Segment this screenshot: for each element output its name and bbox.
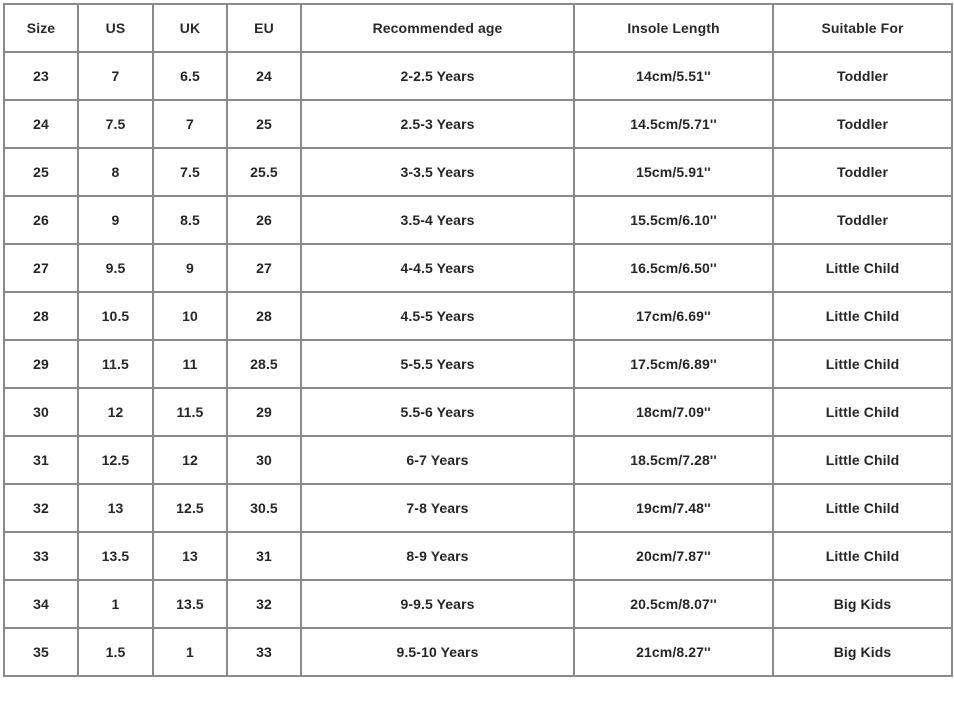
cell-insole-length: 16.5cm/6.50'': [574, 244, 773, 292]
cell-uk: 8.5: [153, 196, 227, 244]
cell-recommended-age: 6-7 Years: [301, 436, 574, 484]
cell-recommended-age: 5.5-6 Years: [301, 388, 574, 436]
cell-eu: 24: [227, 52, 301, 100]
cell-uk: 7: [153, 100, 227, 148]
cell-insole-length: 14cm/5.51'': [574, 52, 773, 100]
cell-eu: 30.5: [227, 484, 301, 532]
table-row: [4, 100, 952, 148]
table-row: [4, 196, 952, 244]
cell-size: 23: [4, 52, 78, 100]
cell-uk: 13.5: [153, 580, 227, 628]
cell-suitable-for: Little Child: [773, 436, 952, 484]
cell-suitable-for: Little Child: [773, 484, 952, 532]
table-row: [4, 148, 952, 196]
cell-us: 7.5: [78, 100, 153, 148]
cell-recommended-age: 9-9.5 Years: [301, 580, 574, 628]
cell-insole-length: 14.5cm/5.71'': [574, 100, 773, 148]
cell-eu: 29: [227, 388, 301, 436]
table-row: [4, 244, 952, 292]
cell-size: 28: [4, 292, 78, 340]
cell-suitable-for: Little Child: [773, 244, 952, 292]
cell-insole-length: 18.5cm/7.28'': [574, 436, 773, 484]
cell-us: 8: [78, 148, 153, 196]
cell-suitable-for: Little Child: [773, 340, 952, 388]
column-header-size: Size: [4, 4, 78, 52]
header-row: [4, 4, 952, 52]
cell-suitable-for: Toddler: [773, 196, 952, 244]
cell-size: 24: [4, 100, 78, 148]
cell-recommended-age: 3.5-4 Years: [301, 196, 574, 244]
cell-insole-length: 21cm/8.27'': [574, 628, 773, 676]
cell-us: 10.5: [78, 292, 153, 340]
cell-us: 9.5: [78, 244, 153, 292]
cell-suitable-for: Big Kids: [773, 580, 952, 628]
cell-size: 25: [4, 148, 78, 196]
cell-suitable-for: Little Child: [773, 388, 952, 436]
cell-recommended-age: 2-2.5 Years: [301, 52, 574, 100]
cell-us: 1.5: [78, 628, 153, 676]
cell-recommended-age: 2.5-3 Years: [301, 100, 574, 148]
cell-suitable-for: Toddler: [773, 148, 952, 196]
cell-uk: 12: [153, 436, 227, 484]
cell-size: 34: [4, 580, 78, 628]
cell-eu: 28: [227, 292, 301, 340]
column-header-insole-length: Insole Length: [574, 4, 773, 52]
cell-suitable-for: Big Kids: [773, 628, 952, 676]
cell-recommended-age: 7-8 Years: [301, 484, 574, 532]
cell-eu: 28.5: [227, 340, 301, 388]
cell-us: 11.5: [78, 340, 153, 388]
cell-insole-length: 17cm/6.69'': [574, 292, 773, 340]
cell-suitable-for: Little Child: [773, 292, 952, 340]
cell-eu: 30: [227, 436, 301, 484]
cell-recommended-age: 5-5.5 Years: [301, 340, 574, 388]
cell-recommended-age: 3-3.5 Years: [301, 148, 574, 196]
table-row: [4, 628, 952, 676]
cell-recommended-age: 9.5-10 Years: [301, 628, 574, 676]
table-row: [4, 436, 952, 484]
cell-uk: 13: [153, 532, 227, 580]
cell-insole-length: 17.5cm/6.89'': [574, 340, 773, 388]
size-chart-table: [3, 3, 953, 677]
table-row: [4, 484, 952, 532]
column-header-us: US: [78, 4, 153, 52]
cell-us: 1: [78, 580, 153, 628]
cell-uk: 10: [153, 292, 227, 340]
table-header: [4, 4, 952, 52]
cell-eu: 26: [227, 196, 301, 244]
cell-size: 32: [4, 484, 78, 532]
cell-uk: 11: [153, 340, 227, 388]
cell-insole-length: 20.5cm/8.07'': [574, 580, 773, 628]
cell-insole-length: 18cm/7.09'': [574, 388, 773, 436]
table-row: [4, 580, 952, 628]
table-row: [4, 532, 952, 580]
cell-size: 35: [4, 628, 78, 676]
column-header-uk: UK: [153, 4, 227, 52]
cell-suitable-for: Little Child: [773, 532, 952, 580]
cell-insole-length: 20cm/7.87'': [574, 532, 773, 580]
cell-us: 12: [78, 388, 153, 436]
cell-recommended-age: 4.5-5 Years: [301, 292, 574, 340]
cell-uk: 1: [153, 628, 227, 676]
cell-eu: 27: [227, 244, 301, 292]
cell-insole-length: 15cm/5.91'': [574, 148, 773, 196]
cell-us: 12.5: [78, 436, 153, 484]
table-body: [4, 52, 952, 676]
cell-uk: 6.5: [153, 52, 227, 100]
cell-eu: 32: [227, 580, 301, 628]
table-row: [4, 292, 952, 340]
column-header-eu: EU: [227, 4, 301, 52]
column-header-suitable-for: Suitable For: [773, 4, 952, 52]
column-header-recommended-age: Recommended age: [301, 4, 574, 52]
cell-size: 26: [4, 196, 78, 244]
cell-us: 13: [78, 484, 153, 532]
cell-insole-length: 15.5cm/6.10'': [574, 196, 773, 244]
cell-insole-length: 19cm/7.48'': [574, 484, 773, 532]
cell-eu: 31: [227, 532, 301, 580]
cell-uk: 9: [153, 244, 227, 292]
cell-size: 33: [4, 532, 78, 580]
cell-uk: 7.5: [153, 148, 227, 196]
cell-us: 9: [78, 196, 153, 244]
cell-suitable-for: Toddler: [773, 52, 952, 100]
cell-size: 30: [4, 388, 78, 436]
table-row: [4, 388, 952, 436]
cell-eu: 33: [227, 628, 301, 676]
cell-suitable-for: Toddler: [773, 100, 952, 148]
table-row: [4, 340, 952, 388]
cell-size: 27: [4, 244, 78, 292]
cell-uk: 11.5: [153, 388, 227, 436]
cell-recommended-age: 8-9 Years: [301, 532, 574, 580]
cell-recommended-age: 4-4.5 Years: [301, 244, 574, 292]
cell-uk: 12.5: [153, 484, 227, 532]
cell-eu: 25: [227, 100, 301, 148]
cell-us: 13.5: [78, 532, 153, 580]
cell-size: 31: [4, 436, 78, 484]
cell-size: 29: [4, 340, 78, 388]
cell-eu: 25.5: [227, 148, 301, 196]
table-row: [4, 52, 952, 100]
cell-us: 7: [78, 52, 153, 100]
